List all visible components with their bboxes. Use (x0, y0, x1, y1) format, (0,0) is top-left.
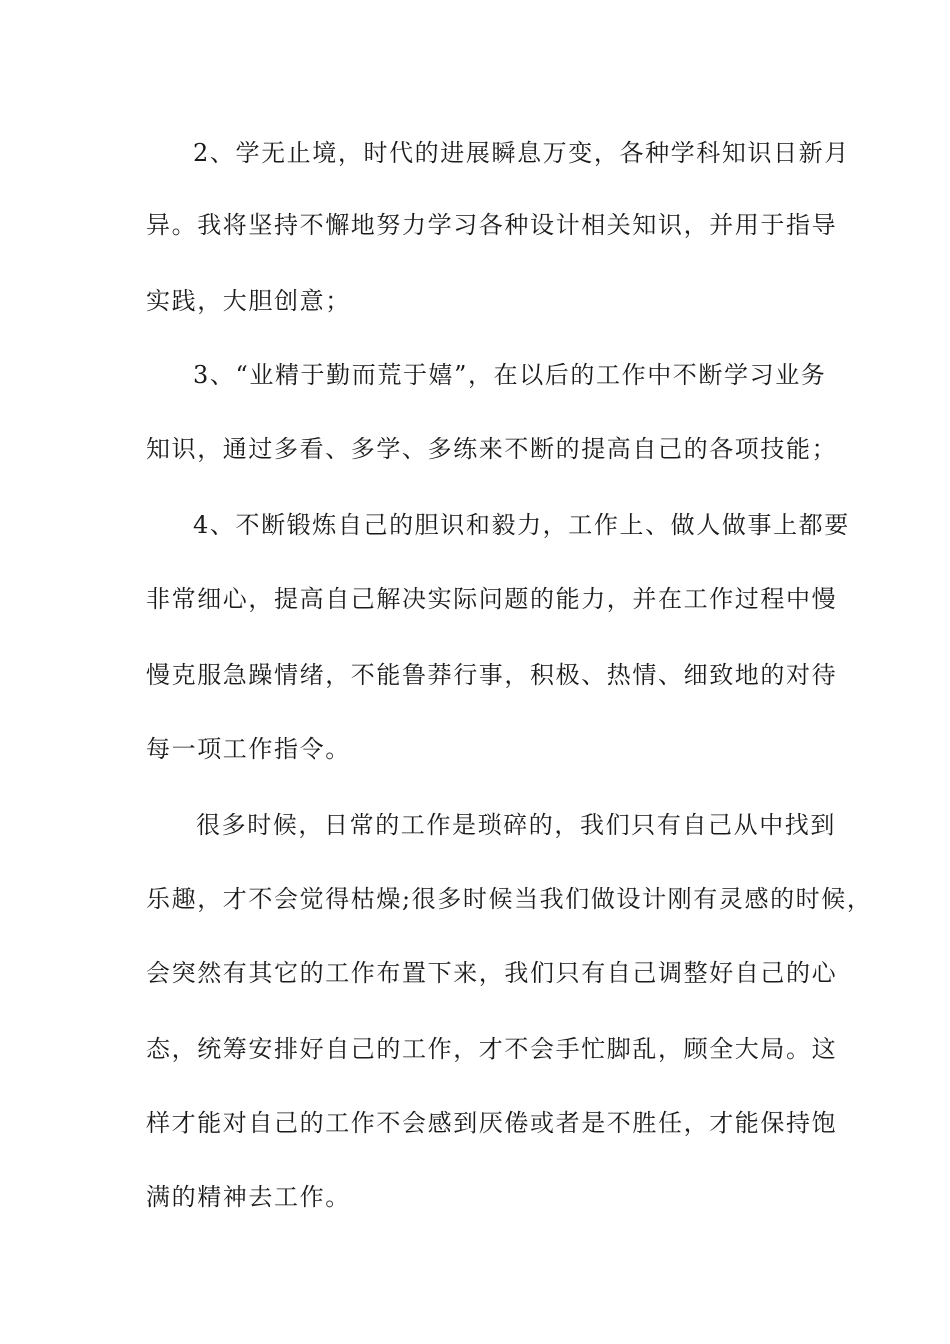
paragraph-3-line-2: 知识，通过多看、多学、多练来不断的提高自己的各项技能； (146, 435, 838, 463)
paragraph-5-line-3: 会突然有其它的工作布置下来，我们只有自己调整好自己的心 (146, 959, 838, 987)
paragraph-4-line-3: 慢克服急躁情绪，不能鲁莽行事，积极、热情、细致地的对待 (146, 661, 838, 689)
paragraph-2-line-1: 2、学无止境，时代的进展瞬息万变，各种学科知识日新月 (193, 139, 850, 167)
paragraph-4-line-4: 每一项工作指令。 (146, 735, 351, 763)
paragraph-5-line-2: 乐趣，才不会觉得枯燥;很多时候当我们做设计刚有灵感的时候， (146, 885, 873, 913)
paragraph-2-line-2: 异。我将坚持不懈地努力学习各种设计相关知识，并用于指导 (146, 211, 838, 239)
paragraph-2-line-3: 实践，大胆创意； (146, 287, 351, 315)
paragraph-4-line-1: 4、不断锻炼自己的胆识和毅力，工作上、做人做事上都要 (193, 511, 850, 539)
paragraph-5-line-4: 态，统筹安排好自己的工作，才不会手忙脚乱，顾全大局。这 (146, 1035, 838, 1063)
paragraph-4-line-2: 非常细心，提高自己解决实际问题的能力，并在工作过程中慢 (146, 585, 838, 613)
paragraph-3-line-1: 3、“业精于勤而荒于嬉”，在以后的工作中不断学习业务 (193, 361, 827, 389)
paragraph-5-line-1: 很多时候，日常的工作是琐碎的，我们只有自己从中找到 (196, 811, 836, 839)
paragraph-5-line-6: 满的精神去工作。 (146, 1183, 351, 1211)
paragraph-5-line-5: 样才能对自己的工作不会感到厌倦或者是不胜任，才能保持饱 (146, 1109, 838, 1137)
